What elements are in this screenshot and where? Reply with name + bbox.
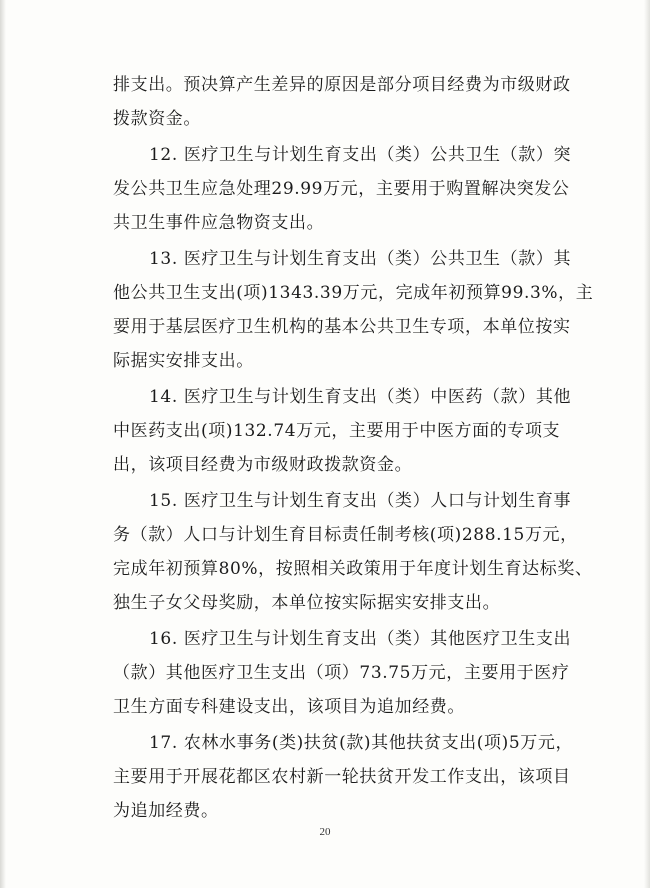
paragraph-item-12 xyxy=(113,138,572,240)
text-line: 12. 医疗卫生与计划生育支出（类）公共卫生（款）突 xyxy=(149,145,572,165)
scan-edge-left xyxy=(0,0,6,888)
paragraph-item-15 xyxy=(113,484,593,620)
paragraph-item-13 xyxy=(113,242,594,378)
text-line: 14. 医疗卫生与计划生育支出（类）中医药（款）其他 xyxy=(149,387,572,407)
text-line: 主要用于开展花都区农村新一轮扶贫开发工作支出，该项目 xyxy=(113,767,571,787)
text-line: 共卫生事件应急物资支出。 xyxy=(113,213,325,233)
text-line: 要用于基层医疗卫生机构的基本公共卫生专项，本单位按实 xyxy=(113,317,571,337)
text-line: 完成年初预算80%，按照相关政策用于年度计划生育达标奖、 xyxy=(113,559,593,579)
text-line: 务（款）人口与计划生育目标责任制考核(项)288.15万元， xyxy=(113,525,578,545)
scan-edge-right xyxy=(644,0,650,888)
paragraph-continuation xyxy=(113,68,571,136)
text-line: 为追加经费。 xyxy=(113,801,219,821)
text-line: 独生子女父母奖励，本单位按实际据实安排支出。 xyxy=(113,593,501,613)
text-line: 中医药支出(项)132.74万元，主要用于中医方面的专项支 xyxy=(113,421,561,441)
text-line: 16. 医疗卫生与计划生育支出（类）其他医疗卫生支出 xyxy=(149,629,572,649)
text-line: 排支出。预决算产生差异的原因是部分项目经费为市级财政 xyxy=(113,75,571,95)
text-line: 他公共卫生支出(项)1343.39万元，完成年初预算99.3%，主 xyxy=(113,283,594,303)
text-line: 发公共卫生应急处理29.99万元，主要用于购置解决突发公 xyxy=(113,179,570,199)
paragraph-item-17 xyxy=(113,726,574,828)
document-body xyxy=(113,68,594,828)
text-line: 15. 医疗卫生与计划生育支出（类）人口与计划生育事 xyxy=(149,491,572,511)
paragraph-item-14 xyxy=(113,380,572,482)
page-number: 20 xyxy=(319,826,331,838)
text-line: 13. 医疗卫生与计划生育支出（类）公共卫生（款）其 xyxy=(149,249,572,269)
paragraph-item-16 xyxy=(113,622,572,724)
text-line: 际据实安排支出。 xyxy=(113,351,254,371)
text-line: 拨款资金。 xyxy=(113,109,201,129)
text-line: 出，该项目经费为市级财政拨款资金。 xyxy=(113,455,413,475)
text-line: （款）其他医疗卫生支出（项）73.75万元，主要用于医疗 xyxy=(113,663,570,683)
text-line: 17. 农林水事务(类)扶贫(款)其他扶贫支出(项)5万元， xyxy=(149,733,574,753)
text-line: 卫生方面专科建设支出，该项目为追加经费。 xyxy=(113,697,465,717)
